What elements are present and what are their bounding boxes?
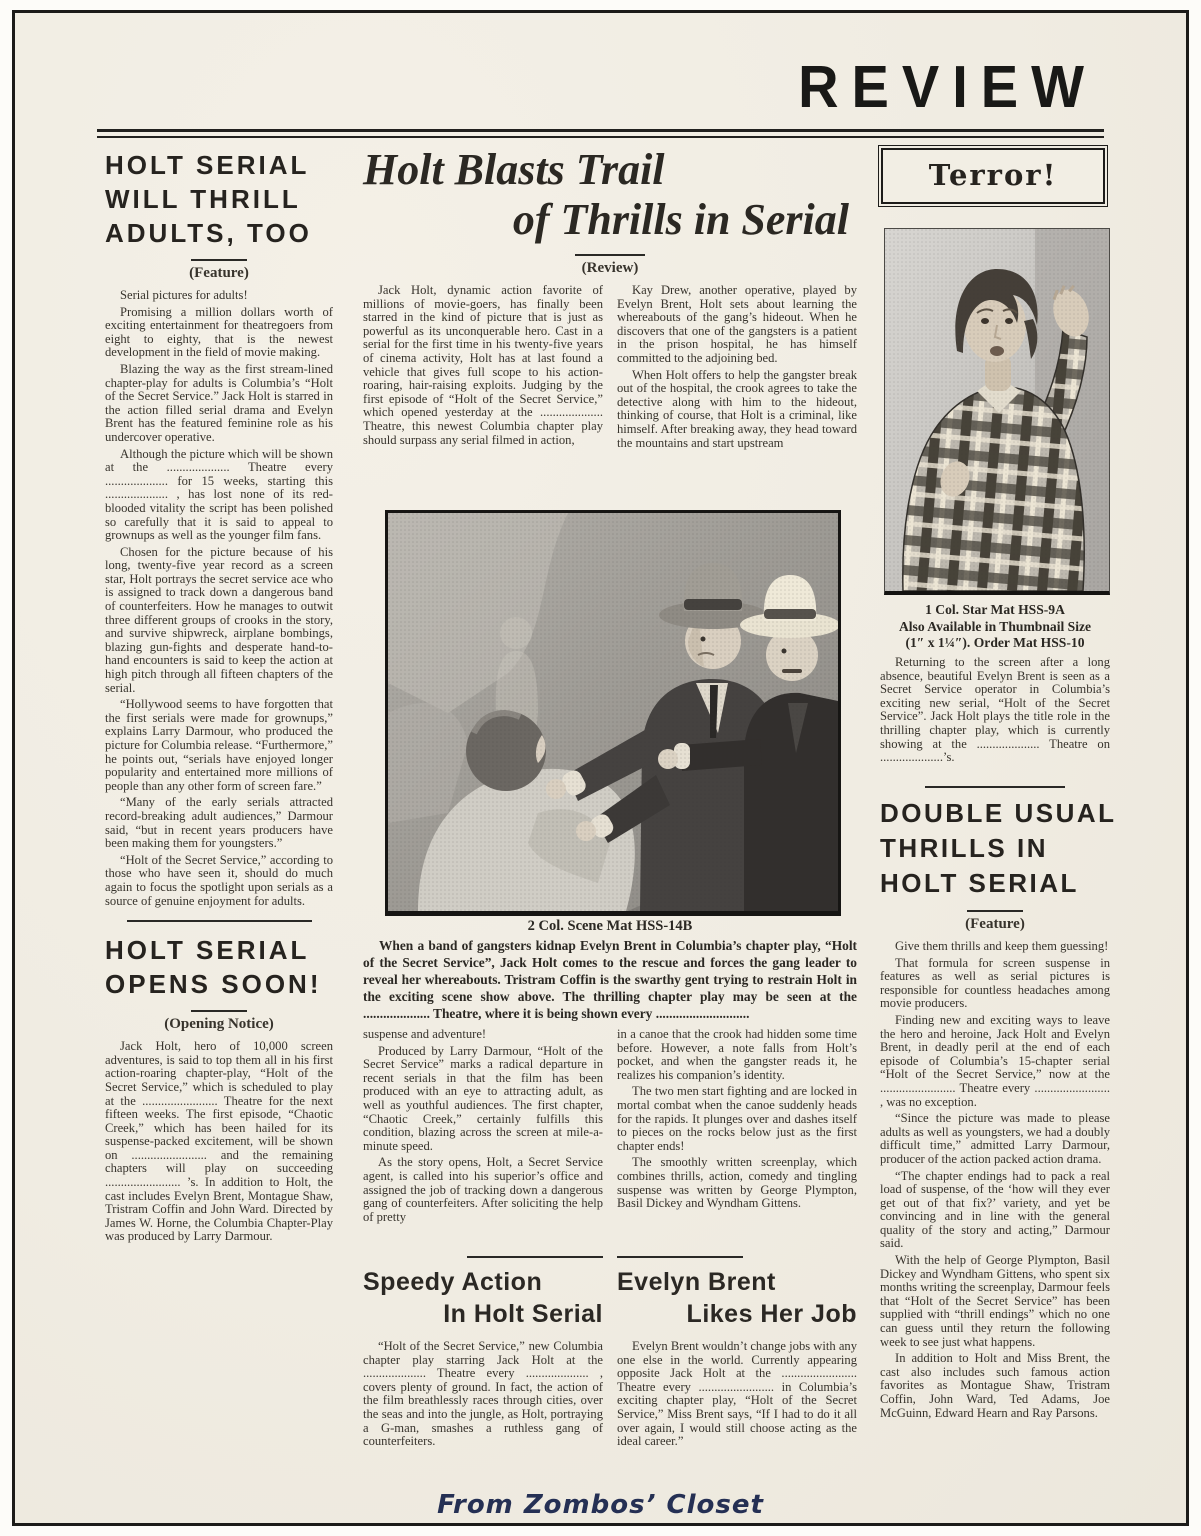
headline-line: Holt Blasts Trail — [363, 145, 665, 194]
review-col-4 — [617, 1028, 857, 1227]
review-text-row-1 — [363, 284, 857, 453]
paragraph: in a canoe that the crook had hidden some time before. However, a note falls from Holt’s pocket, and when the gangster reads it, he realizes his companion’s identity. — [617, 1027, 857, 1082]
page-title: REVIEW — [798, 53, 1097, 120]
review-col-1 — [363, 284, 603, 453]
paragraph: “Hollywood seems to have forgotten that the first serials were made for grownups,” explains Larry Darmour, who produced the picture for Columbia release. “Furthermore,” he points out, “serials have enjoyed longer popularity and entertained more millions of people than any other form of screen fare.” — [105, 697, 333, 793]
paragraph: The smoothly written screenplay, which combines thrills, action, comedy and tingling suspense was written by George Plympton, Basil Dickey and Wyndham Gittens. — [617, 1155, 857, 1211]
paragraph: Produced by Larry Darmour, “Holt of the Secret Service” marks a radical departure in recent serials in that the film has been produced with an eye to attracting adult, as well as youthful audiences. The first chapter, “Chaotic Creek,” certainly fulfills this condition, blazing across the screen at mile-a-minute speed. — [363, 1043, 603, 1153]
scene-caption — [363, 937, 857, 1022]
star-photo — [884, 228, 1110, 595]
headline-line: Evelyn Brent — [617, 1268, 776, 1296]
star-paragraph — [880, 656, 1110, 768]
review-text-row-2 — [363, 1028, 857, 1227]
paragraph: Jack Holt, hero of 10,000 screen adventures, is said to top them all in his first action-roaring chapter-play, “Holt of the Secret Service,” which is scheduled to play at the ........................ Theatre for the next fifteen weeks. The first episode, “Chaotic Creek,” which has been hailed for its suspense-packed excitement, will be shown on ........................ and the remaining chapters will play on succeeding ........................ ’s. In addition to Holt, the cast includes Evelyn Brent, Montague Shaw, Tristram Coffin and John Ward. Directed by James W. Horne, the Columbia Chapter-Play was produced by Larry Darmour. — [105, 1039, 333, 1244]
headline-line: HOLT SERIAL — [105, 150, 310, 180]
headline-line: HOLT SERIAL — [105, 935, 310, 966]
article-body — [880, 940, 1110, 1420]
paragraph: “Since the picture was made to please adults as well as youngsters, we had a doubly difficult time,” admitted Larry Darmour, producer of the action packed action drama. — [880, 1111, 1110, 1166]
scene-mat-label: 2 Col. Scene Mat HSS-14B — [527, 918, 693, 934]
article-kicker: (Review) — [581, 260, 639, 276]
rule — [967, 910, 1023, 912]
paragraph: “Holt of the Secret Service,” new Columbia chapter play starring Jack Holt at the .................... Theatre every .................... , covers plenty of ground. In fact, the action of the film breathlessly races through cities, over the seas and into the jungle, as Holt, portraying a G-man, smashes a ruthless gang of counterfeiters. — [363, 1339, 603, 1449]
headline-line: Speedy Action — [363, 1268, 543, 1296]
right-column — [880, 148, 1110, 204]
paragraph: Evelyn Brent wouldn’t change jobs with any one else in the world. Currently appearing opposite Jack Holt at the ........................ Theatre every ........................ in Columbia’s exciting chapter play, “Holt of the Secret Service,” Miss Brent says, “If I had to do it all over again, I would still choose acting as the ideal career.” — [617, 1339, 858, 1449]
paragraph: Blazing the way as the first stream-lined chapter-play for adults is Columbia’s “Holt of the Secret Service.” Jack Holt is starred in the action filled serial drama and Evelyn Brent has the featured feminine role as his undercover operative. — [105, 361, 333, 444]
caption-line: Also Available in Thumbnail Size — [898, 618, 1092, 634]
paragraph: Returning to the screen after a long absence, beautiful Evelyn Brent is seen as a Secret Service operator in Columbia’s exciting new serial, “Holt of the Secret Service”. Jack Holt plays the title role in the thrilling chapter play, which is currently showing at the .................... Theatre on ....................’s. — [880, 655, 1110, 765]
headline-line: HOLT SERIAL — [880, 868, 1079, 898]
article-kicker: (Feature) — [965, 916, 1025, 932]
article-divider-rule — [127, 920, 312, 922]
review-col-3 — [363, 1028, 603, 1227]
double-thrills-article — [880, 796, 1117, 1423]
headline-line: OPENS SOON! — [105, 969, 322, 1000]
article-title-holt-serial-will-thrill — [105, 148, 333, 250]
article-title-holt-serial-opens-soon — [105, 933, 333, 1001]
paragraph: In addition to Holt and Miss Brent, the cast also includes such famous action favorites as Montague Shaw, Tristram Coffin, John Ward, Ted Adams, Joe McGuinn, Edward Hearn and Ray Parsons. — [880, 1351, 1110, 1420]
rule — [191, 259, 247, 261]
headline-line: THRILLS IN — [880, 833, 1048, 863]
rule — [617, 1256, 743, 1258]
paragraph: Finding new and exciting ways to leave the hero and heroine, Jack Holt and Evelyn Brent, in deadly peril at the end of each episode of Columbia’s 15-chapter serial “Holt of the Secret Service,” now at the ........................ Theatre every ........................ , was no exception. — [880, 1012, 1110, 1109]
paragraph: “Holt of the Secret Service,” according to those who have seen it, should do much again to focus the spotlight upon serials as a source of genuine enjoyment for adults. — [105, 852, 333, 908]
article-body — [105, 289, 333, 908]
article-kicker: (Opening Notice) — [164, 1016, 274, 1033]
article-body — [617, 1340, 857, 1449]
article-title-speedy-action — [363, 1266, 603, 1330]
paragraph: That formula for screen suspense in features as well as serial pictures is responsible for countless headaches among movie producers. — [880, 955, 1110, 1011]
masthead-double-rule — [97, 129, 1104, 138]
star-mat-label — [880, 602, 1110, 652]
caption-paragraph: When a band of gangsters kidnap Evelyn Brent in Columbia’s chapter play, “Holt of the Secret Service”, Jack Holt comes to the rescue and forces the gang leader to reveal her whereabouts. Tristram Coffin is the swarthy gent trying to restrain Holt in the exciting scene show above. The thrilling chapter play may be seen at the .................... Theatre, where it is being shown every ............................ — [363, 938, 857, 1021]
paragraph: As the story opens, Holt, a Secret Service agent, is called into his superior’s office and assigned the job of tracking down a dangerous gang of counterfeiters. After soliciting the help of pretty — [363, 1155, 603, 1224]
paragraph: Although the picture which will be shown at the .................... Theatre every .................... for 15 weeks, starting this .................... , has lost none of its red-blooded vitality the script has been polished so carefully that it is said to appeal to grownups as well as the younger film fans. — [105, 446, 333, 543]
paragraph: Kay Drew, another operative, played by Evelyn Brent, Holt sets about learning the whereabouts of the gang’s hideout. When he discovers that one of the gangsters is a patient in the prison hospital, he has himself committed to the adjoining bed. — [617, 283, 857, 365]
paragraph: The two men start fighting and are locked in mortal combat when the canoe suddenly heads for the rapids. It plunges over and dashes itself to pieces on the rocks below just as the first chapter ends! — [617, 1084, 857, 1153]
paragraph: With the help of George Plympton, Basil Dickey and Wyndham Gittens, who spent six months writing the screenplay, Darmour feels that “Holt of the Secret Service” has been supplied with “thrill endings” which no one can guess until they return the following week to see just what happens. — [880, 1253, 1111, 1349]
rule — [925, 786, 1065, 788]
scene-photo — [385, 510, 841, 916]
terror-box — [881, 148, 1105, 204]
paragraph: Give them thrills and keep them guessing! — [895, 939, 1109, 953]
article-body — [105, 1040, 333, 1244]
caption-line: 1 Col. Star Mat HSS-9A — [925, 602, 1065, 617]
review-col-2 — [617, 284, 857, 453]
paragraph: Jack Holt, dynamic action favorite of millions of movie-goers, has finally been starred in the kind of picture that is just as powerful as its unconquerable hero. Cast in a serial for the first time in his twenty-five years of cinema activity, Holt has at last found a vehicle that gives full scope to his action-roaring, hair-raising exploits. Judging by the first episode of “Holt of the Secret Service,” which opened yesterday at the .................... Theatre, this newest Columbia chapter play should surpass any serial filmed in action, — [363, 283, 603, 447]
headline-line: ADULTS, TOO — [105, 218, 312, 248]
rule — [467, 1256, 603, 1258]
paragraph: Promising a million dollars worth of exciting entertainment for theatregoers from eight to eighty, that is the newest development in the field of movie making. — [105, 304, 333, 360]
source-credit: From Zombos’ Closet — [437, 1490, 764, 1520]
article-title-double-usual-thrills — [880, 796, 1117, 901]
paragraph: Serial pictures for adults! — [120, 288, 248, 302]
headline-line: In Holt Serial — [443, 1300, 603, 1328]
review-headline — [363, 145, 857, 245]
paragraph: “Many of the early serials attracted record-breaking adult audiences,” Darmour said, “but in recent years producers have been making them for youngsters.” — [105, 795, 333, 851]
article-title-evelyn-brent — [617, 1266, 857, 1330]
center-review-article — [363, 145, 857, 453]
rule — [191, 1010, 247, 1012]
headline-line: DOUBLE USUAL — [880, 798, 1117, 828]
rule — [575, 254, 645, 256]
star-photo-illustration — [885, 229, 1109, 591]
left-column — [105, 148, 333, 1247]
evelyn-brent-article — [617, 1256, 857, 1452]
article-body — [363, 1340, 603, 1449]
caption-line: (1″ x 1¼″). Order Mat HSS-10 — [905, 635, 1085, 650]
article-kicker: (Feature) — [189, 265, 249, 281]
paragraph: “The chapter endings had to pack a real load of suspense, of the ‘how will they ever get out of that fix?’ variety, and yet be convincing and in line with the general quality of the story and acting,” Darmour said. — [880, 1168, 1110, 1251]
terror-label: Terror! — [928, 158, 1058, 192]
paragraph: When Holt offers to help the gangster break out of the hospital, the crook agrees to take the detective along with him to the hideout, thinking of course, that Holt is a criminal, like himself. After breaking away, they head toward the mountains and start upstream — [617, 367, 857, 450]
paragraph: suspense and adventure! — [363, 1027, 487, 1041]
speedy-action-article — [363, 1256, 603, 1452]
headline-line: WILL THRILL — [105, 184, 301, 214]
paragraph: Chosen for the picture because of his long, twenty-five year record as a screen star, Holt portrays the secret service ace who is assigned to track down a dangerous band of counterfeiters. How he manages to outwit three different groups of crooks in the story, and survive shipwreck, airplane bombings, blazing gun-fights and desperate hand-to-hand encounters is said to keep the action at high pitch through all fifteen chapters of the serial. — [105, 544, 333, 695]
scene-photo-illustration — [388, 513, 838, 911]
headline-line: Likes Her Job — [686, 1300, 857, 1328]
headline-line: of Thrills in Serial — [512, 195, 849, 244]
